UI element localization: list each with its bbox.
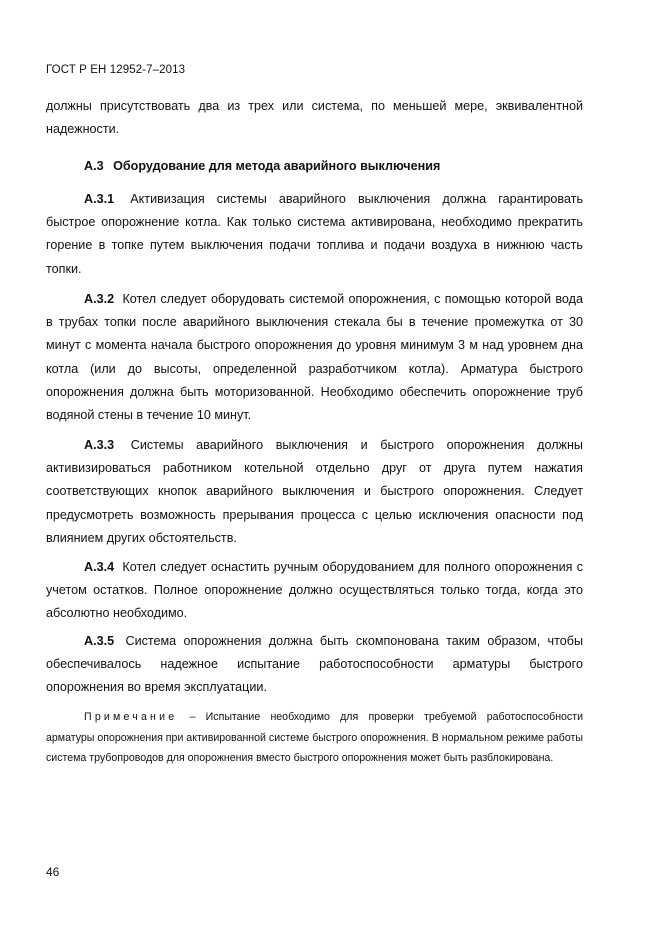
note-block [46, 707, 583, 769]
intro-paragraph: должны присутствовать два из трех или система, по меньшей мере, эквивалентной надежности. [46, 99, 583, 137]
paragraph-number: А.3.5 [84, 634, 115, 648]
paragraph-text: Котел следует оборудовать системой опорожнения, с помощью которой вода в трубах топки после аварийного выключения стекала бы в течение промежутка от 30 минут с момента начала быстрого опорожнения до уровня минимум 3 м над уровнем дна котла (или до высоты, определенной разработчиком котла). Арматура быстрого опорожнения должна быть моторизованной. Необходимо обеспечить опорожнение труб водяной стены в течение 10 минут. [46, 292, 583, 423]
paragraph-text: Система опорожнения должна быть скомпонована таким образом, чтобы обеспечивалось надежное испытание работоспособности арматуры быстрого опорожнения во время эксплуатации. [46, 634, 584, 695]
paragraph-a33 [46, 434, 583, 550]
paragraph-text: Активизация системы аварийного выключения должна гарантировать быстрое опорожнение котла. Как только система активирована, необходимо прекратить горение в топке путем выключения подачи топлива и подачи воздуха в нижнюю часть топки. [46, 192, 584, 276]
paragraph-number: А.3.4 [84, 560, 115, 574]
section-number: А.3 [84, 159, 104, 173]
paragraph-number: А.3.2 [84, 292, 115, 306]
paragraph-text: Котел следует оснастить ручным оборудованием для полного опорожнения с учетом остатков. Полное опорожнение должно осуществляться только тогда, когда это абсолютно необходимо. [46, 560, 583, 621]
section-heading [84, 156, 440, 176]
paragraph-text: Системы аварийного выключения и быстрого опорожнения должны активизироваться работником котельной отдельно друг от друга путем нажатия соответствующих кнопок аварийного выключения и быстрого опорожнения. Следует предусмотреть возможность прерывания процесса с целью исключения опасности под влиянием других обстоятельств. [46, 438, 583, 545]
note-label: Примечание [84, 711, 178, 723]
paragraph-a31 [46, 188, 583, 281]
paragraph-number: А.3.1 [84, 192, 115, 206]
section-title: Оборудование для метода аварийного выключения [113, 159, 441, 173]
paragraph-a32 [46, 288, 583, 427]
note-text: – Испытание необходимо для проверки требуемой работоспособности арматуры опорожнения при активированной системе быстрого опорожнения. В нормальном режиме работы система трубопроводов для опорожнения вместо быстрого опорожнения может быть разблокирована. [46, 711, 584, 764]
document-header-code: ГОСТ Р ЕН 12952-7–2013 [46, 64, 186, 76]
paragraph-number: А.3.3 [84, 438, 115, 452]
paragraph-a34 [46, 556, 583, 626]
page-number: 46 [46, 865, 60, 879]
paragraph-a35 [46, 630, 583, 700]
